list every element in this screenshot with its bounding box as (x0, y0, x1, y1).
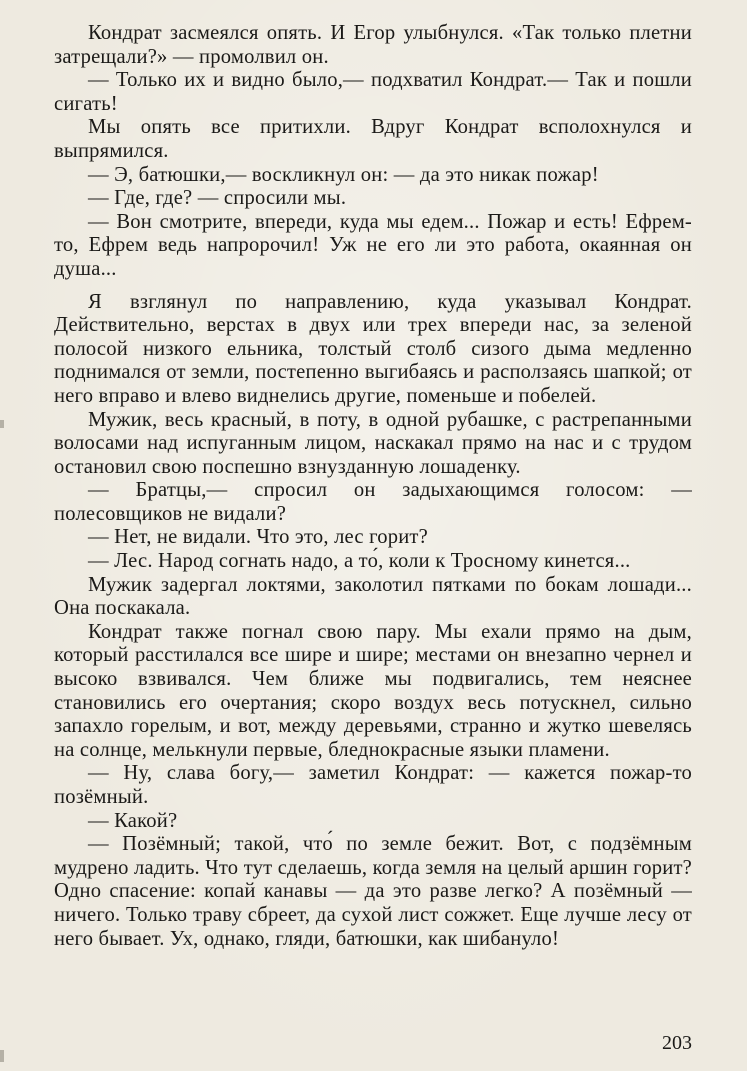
paragraph: Кондрат засмеялся опять. И Егор улыбнулся. «Так только плетни затрещали?» — промолвил он. (54, 22, 692, 68)
body-text (54, 22, 692, 951)
paragraph: — Где, где? — спросили мы. (88, 187, 347, 210)
paragraph: — Какой? (88, 809, 178, 832)
paragraph: Кондрат также погнал свою пару. Мы ехали прямо на дым, который расстилался все шире и шире; местами он внезапно чернел и высоко взвивался. Чем ближе мы подвигались, тем неяснее становились его очертания; скоро воздух весь потускнел, сильно запахло горелым, и вот, между деревьями, странно и жутко шевелясь на солнце, мелькнули первые, бледнокрасные языки пламени. (54, 620, 692, 761)
page-edge-mark (0, 1050, 4, 1062)
paragraph: — Лес. Народ согнать надо, а то́, коли к Тросному кинется... (88, 550, 631, 573)
paragraph: — Вон смотрите, впереди, куда мы едем... Пожар и есть! Ефрем-то, Ефрем ведь напророчил! Уж не его ли это работа, окаянная он душа... (54, 210, 692, 280)
paragraph: Мы опять все притихли. Вдруг Кондрат всполохнулся и выпрямился. (54, 116, 692, 162)
paragraph: — Э, батюшки,— воскликнул он: — да это никак пожар! (88, 163, 599, 186)
paragraph: — Только их и видно было,— подхватил Кондрат.— Так и пошли сигать! (54, 69, 692, 115)
paragraph: — Ну, слава богу,— заметил Кондрат: — кажется пожар-то позёмный. (54, 762, 692, 808)
paragraph: Мужик задергал локтями, заколотил пятками по бокам лошади... Она поскакала. (54, 573, 692, 620)
page-edge-mark (0, 420, 4, 428)
paragraph: — Нет, не видали. Что это, лес горит? (88, 526, 428, 549)
paragraph: — Братцы,— спросил он задыхающимся голосом: — полесовщиков не видали? (54, 479, 692, 525)
page-number: 203 (662, 1032, 692, 1054)
paragraph: Я взглянул по направлению, куда указывал Кондрат. Действительно, верстах в двух или трех впереди нас, за зеленой полосой низкого ельника, толстый столб сизого дыма медленно поднимался от земли, постепенно выгибаясь и расползаясь шапкой; от него вправо и влево виднелись другие, поменьше и побелей. (54, 290, 692, 407)
paragraph: — Позёмный; такой, что́ по земле бежит. Вот, с подзёмным мудрено ладить. Что тут сделаешь, когда земля на целый аршин горит? Одно спасение: копай канавы — да это разве легко? А позёмный — ничего. Только траву сбреет, да сухой лист сожжет. Еще лучше лесу от него бывает. Ух, однако, гляди, батюшки, как шибануло! (54, 833, 692, 950)
paragraph: Мужик, весь красный, в поту, в одной рубашке, с растрепанными волосами над испуганным лицом, наскакал прямо на нас и с трудом остановил свою поспешно взнузданную лошаденку. (54, 408, 692, 478)
